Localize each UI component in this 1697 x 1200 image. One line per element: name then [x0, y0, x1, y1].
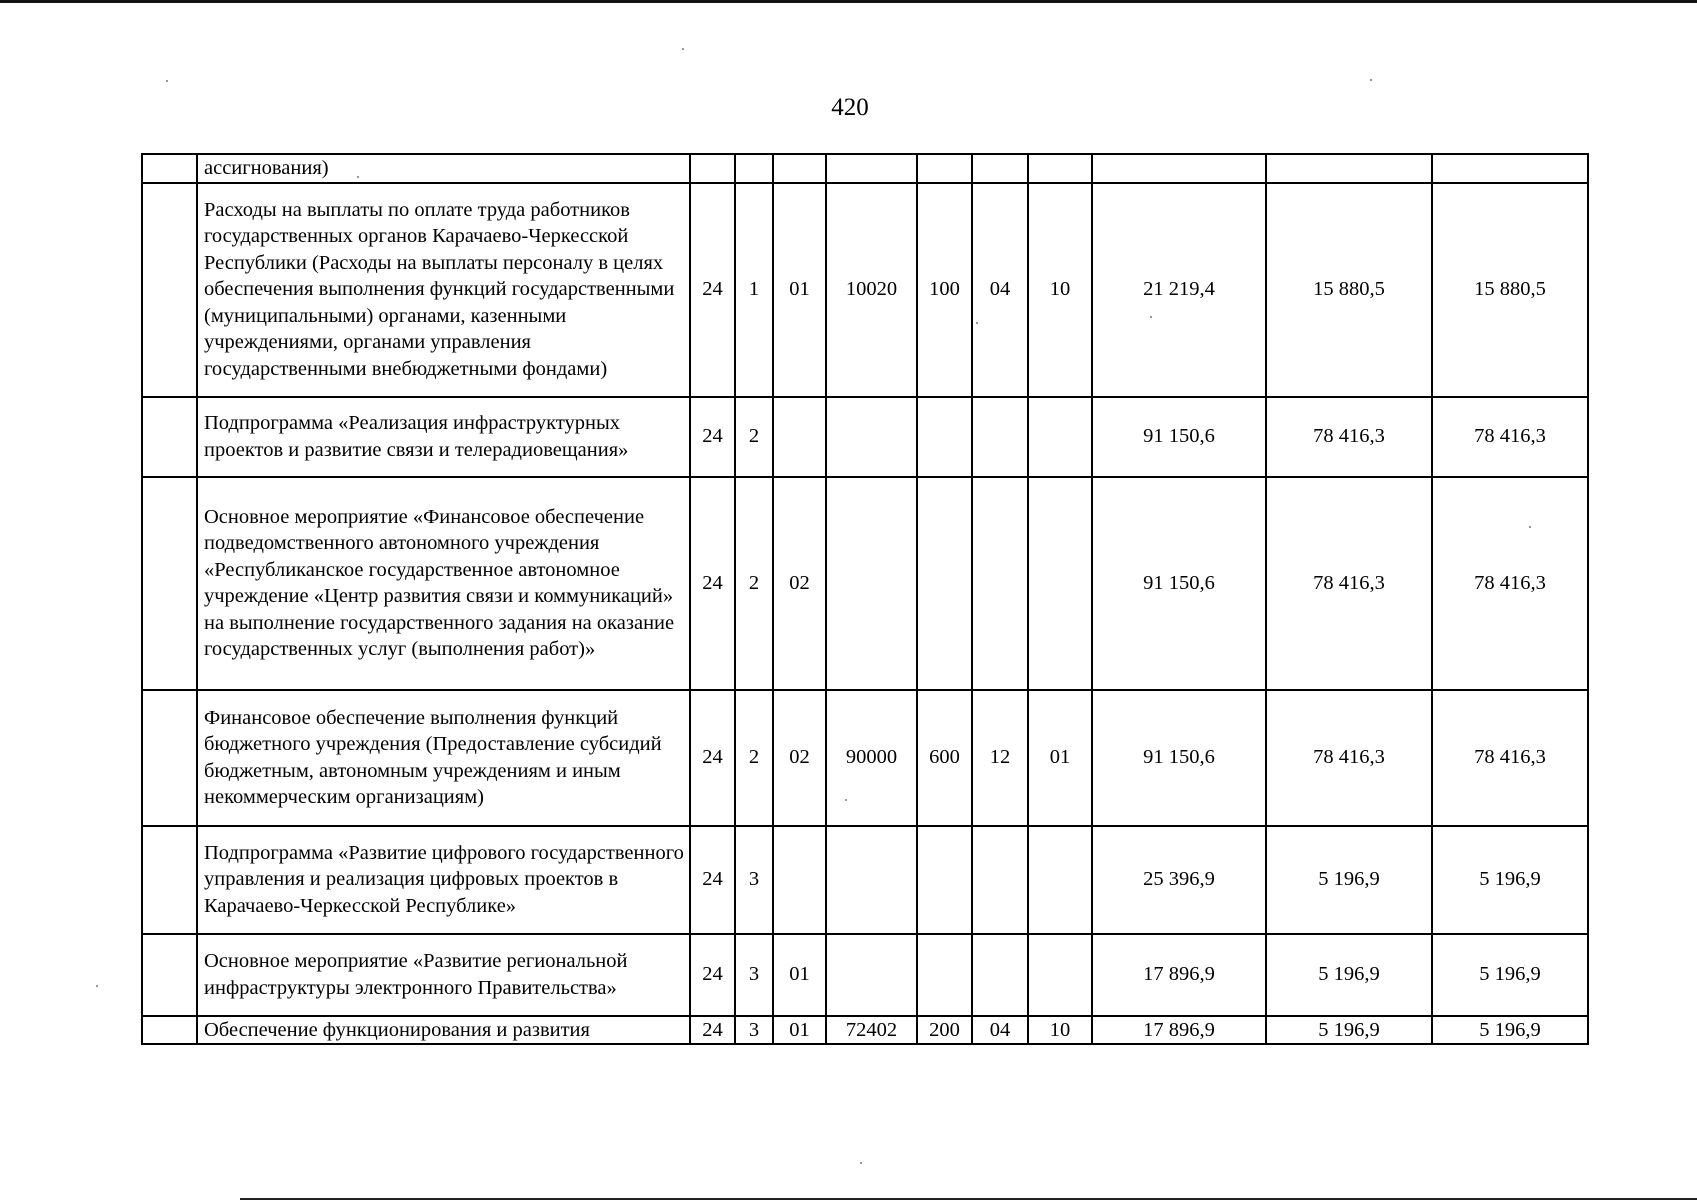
row-number-cell — [142, 477, 197, 690]
code-cell — [972, 154, 1028, 183]
amount-cell: 78 416,3 — [1266, 397, 1432, 477]
amount-cell: 5 196,9 — [1432, 934, 1588, 1016]
amount-cell: 78 416,3 — [1432, 397, 1588, 477]
code-cell: 01 — [1028, 690, 1092, 826]
amount-cell — [1092, 154, 1266, 183]
code-cell: 01 — [773, 183, 826, 397]
scan-speck — [1529, 526, 1531, 528]
amount-cell: 15 880,5 — [1266, 183, 1432, 397]
item-name-cell: ассигнования) — [197, 154, 690, 183]
code-cell: 200 — [917, 1016, 972, 1045]
table-row — [142, 397, 1588, 477]
scan-speck — [1370, 79, 1372, 81]
amount-cell: 91 150,6 — [1092, 690, 1266, 826]
code-cell — [1028, 397, 1092, 477]
code-cell — [773, 154, 826, 183]
item-name-cell: Подпрограмма «Развитие цифрового государственного управления и реализация цифровых проектов в Карачаево-Черкесской Республике» — [197, 826, 690, 934]
scan-speck — [860, 1162, 862, 1164]
amount-cell — [1266, 154, 1432, 183]
code-cell: 24 — [690, 690, 735, 826]
top-scan-border — [0, 0, 1697, 3]
row-number-cell — [142, 183, 197, 397]
code-cell — [917, 934, 972, 1016]
code-cell — [1028, 154, 1092, 183]
table-row — [142, 183, 1588, 397]
table-row — [142, 934, 1588, 1016]
item-name-cell: Расходы на выплаты по оплате труда работников государственных органов Карачаево-Черкесской Республики (Расходы на выплаты персоналу в целях обеспечения выполнения функций государственными (муниципальными) органами, казенными учреждениями, органами управления государственными внебюджетными фондами) — [197, 183, 690, 397]
code-cell — [1028, 477, 1092, 690]
amount-cell: 91 150,6 — [1092, 477, 1266, 690]
code-cell — [773, 397, 826, 477]
code-cell: 2 — [735, 477, 773, 690]
code-cell — [826, 934, 917, 1016]
amount-cell: 5 196,9 — [1432, 1016, 1588, 1045]
table-row — [142, 826, 1588, 934]
scan-speck — [166, 80, 168, 82]
code-cell: 24 — [690, 183, 735, 397]
code-cell — [1028, 934, 1092, 1016]
amount-cell: 78 416,3 — [1266, 690, 1432, 826]
item-name-cell: Основное мероприятие «Развитие региональной инфраструктуры электронного Правительства» — [197, 934, 690, 1016]
code-cell — [826, 397, 917, 477]
code-cell — [972, 826, 1028, 934]
code-cell — [972, 934, 1028, 1016]
code-cell: 10 — [1028, 1016, 1092, 1045]
item-name-cell: Подпрограмма «Реализация инфраструктурных проектов и развитие связи и телерадиовещания» — [197, 397, 690, 477]
code-cell: 24 — [690, 1016, 735, 1045]
code-cell — [917, 154, 972, 183]
code-cell: 72402 — [826, 1016, 917, 1045]
code-cell: 2 — [735, 690, 773, 826]
scan-speck — [845, 799, 847, 801]
code-cell — [826, 826, 917, 934]
amount-cell: 78 416,3 — [1266, 477, 1432, 690]
table-row — [142, 477, 1588, 690]
code-cell: 3 — [735, 826, 773, 934]
code-cell: 04 — [972, 183, 1028, 397]
row-number-cell — [142, 690, 197, 826]
code-cell — [826, 477, 917, 690]
amount-cell: 5 196,9 — [1266, 1016, 1432, 1045]
code-cell — [690, 154, 735, 183]
amount-cell: 91 150,6 — [1092, 397, 1266, 477]
code-cell: 02 — [773, 477, 826, 690]
code-cell: 90000 — [826, 690, 917, 826]
item-name-cell: Основное мероприятие «Финансовое обеспечение подведомственного автономного учреждения «Республиканское государственное автономное учреждение «Центр развития связи и коммуникаций» на выполнение государственного задания на оказание государственных услуг (выполнения работ)» — [197, 477, 690, 690]
code-cell: 10020 — [826, 183, 917, 397]
code-cell: 600 — [917, 690, 972, 826]
code-cell: 3 — [735, 1016, 773, 1045]
scan-speck — [357, 176, 359, 178]
code-cell — [972, 477, 1028, 690]
table-row — [142, 1016, 1588, 1045]
code-cell: 24 — [690, 934, 735, 1016]
budget-table — [141, 153, 1589, 1045]
code-cell — [826, 154, 917, 183]
scan-speck — [1150, 316, 1152, 318]
code-cell: 24 — [690, 826, 735, 934]
amount-cell: 17 896,9 — [1092, 1016, 1266, 1045]
amount-cell: 15 880,5 — [1432, 183, 1588, 397]
code-cell — [917, 397, 972, 477]
amount-cell: 5 196,9 — [1432, 826, 1588, 934]
code-cell — [735, 154, 773, 183]
amount-cell: 78 416,3 — [1432, 690, 1588, 826]
scan-speck — [976, 322, 978, 324]
row-number-cell — [142, 154, 197, 183]
row-number-cell — [142, 397, 197, 477]
amount-cell: 5 196,9 — [1266, 934, 1432, 1016]
page-number: 420 — [831, 94, 869, 121]
code-cell — [972, 397, 1028, 477]
row-number-cell — [142, 934, 197, 1016]
amount-cell: 21 219,4 — [1092, 183, 1266, 397]
item-name-cell: Финансовое обеспечение выполнения функций бюджетного учреждения (Предоставление субсидий бюджетным, автономным учреждениям и иным некоммерческим организациям) — [197, 690, 690, 826]
scan-speck — [682, 48, 684, 50]
scan-speck — [96, 985, 98, 987]
code-cell: 04 — [972, 1016, 1028, 1045]
code-cell: 3 — [735, 934, 773, 1016]
amount-cell: 17 896,9 — [1092, 934, 1266, 1016]
table-row — [142, 154, 1588, 183]
code-cell — [1028, 826, 1092, 934]
code-cell: 100 — [917, 183, 972, 397]
code-cell — [917, 826, 972, 934]
code-cell — [773, 826, 826, 934]
table-row — [142, 690, 1588, 826]
row-number-cell — [142, 826, 197, 934]
code-cell: 10 — [1028, 183, 1092, 397]
code-cell: 12 — [972, 690, 1028, 826]
code-cell: 2 — [735, 397, 773, 477]
item-name-cell: Обеспечение функционирования и развития — [197, 1016, 690, 1045]
amount-cell: 5 196,9 — [1266, 826, 1432, 934]
code-cell: 24 — [690, 477, 735, 690]
code-cell: 02 — [773, 690, 826, 826]
code-cell: 24 — [690, 397, 735, 477]
row-number-cell — [142, 1016, 197, 1045]
code-cell: 01 — [773, 1016, 826, 1045]
code-cell — [917, 477, 972, 690]
amount-cell: 78 416,3 — [1432, 477, 1588, 690]
code-cell: 1 — [735, 183, 773, 397]
amount-cell — [1432, 154, 1588, 183]
amount-cell: 25 396,9 — [1092, 826, 1266, 934]
code-cell: 01 — [773, 934, 826, 1016]
